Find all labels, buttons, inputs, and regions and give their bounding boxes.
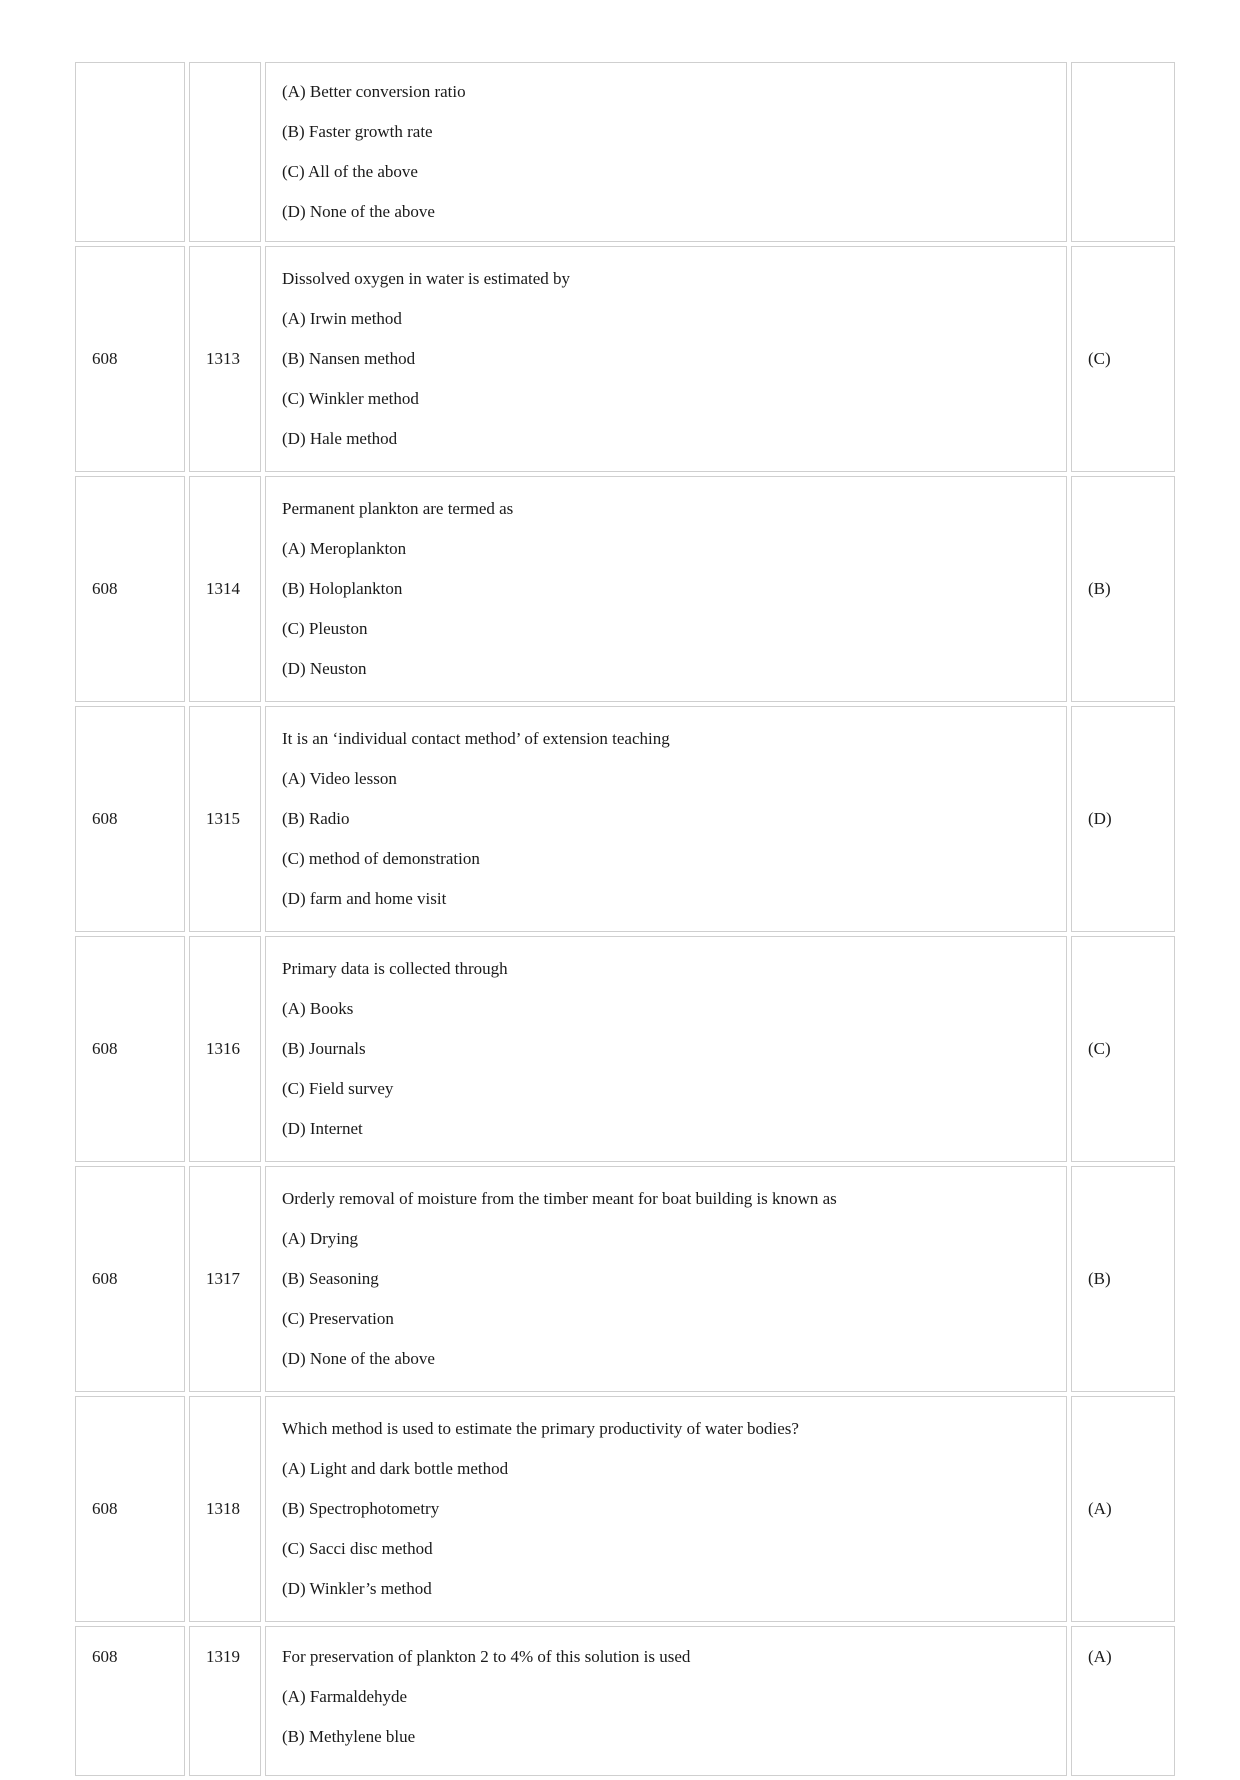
option-b: (B) Radio bbox=[282, 809, 350, 828]
question-cell bbox=[265, 1396, 1067, 1622]
code-cell: 608 bbox=[75, 476, 185, 702]
option-d: (D) Neuston bbox=[282, 659, 367, 678]
answer-cell: (D) bbox=[1071, 706, 1175, 932]
option-b: (B) Seasoning bbox=[282, 1269, 379, 1288]
number-cell: 1316 bbox=[189, 936, 261, 1162]
option-b: (B) Holoplankton bbox=[282, 579, 403, 598]
code-cell: 608 bbox=[75, 246, 185, 472]
option-a: (A) Video lesson bbox=[282, 769, 397, 788]
answer-cell: (C) bbox=[1071, 936, 1175, 1162]
number-cell: 1319 bbox=[189, 1626, 261, 1776]
table-row-last bbox=[75, 1626, 1175, 1776]
table-row bbox=[75, 246, 1175, 472]
option-c: (C) Sacci disc method bbox=[282, 1539, 433, 1558]
number-cell: 1314 bbox=[189, 476, 261, 702]
option-a: (A) Better conversion ratio bbox=[282, 82, 466, 101]
question-text: Which method is used to estimate the primary productivity of water bodies? bbox=[282, 1419, 799, 1438]
option-d: (D) None of the above bbox=[282, 202, 435, 221]
option-c: (C) Field survey bbox=[282, 1079, 394, 1098]
question-text: It is an ‘individual contact method’ of extension teaching bbox=[282, 729, 670, 748]
option-a: (A) Meroplankton bbox=[282, 539, 407, 558]
option-a: (A) Drying bbox=[282, 1229, 359, 1248]
table-row bbox=[75, 1396, 1175, 1622]
question-cell bbox=[265, 936, 1067, 1162]
number-cell: 1313 bbox=[189, 246, 261, 472]
option-d: (D) Winkler’s method bbox=[282, 1579, 432, 1598]
number-cell: 1317 bbox=[189, 1166, 261, 1392]
option-d: (D) Hale method bbox=[282, 429, 398, 448]
answer-cell: (B) bbox=[1071, 476, 1175, 702]
question-table bbox=[71, 58, 1179, 1780]
document-page bbox=[73, 58, 1169, 1780]
number-cell: 1318 bbox=[189, 1396, 261, 1622]
option-c: (C) Pleuston bbox=[282, 619, 368, 638]
question-cell bbox=[265, 246, 1067, 472]
code-cell bbox=[75, 62, 185, 242]
option-c: (C) All of the above bbox=[282, 162, 418, 181]
option-b: (B) Spectrophotometry bbox=[282, 1499, 440, 1518]
option-d: (D) farm and home visit bbox=[282, 889, 447, 908]
question-cell bbox=[265, 1166, 1067, 1392]
option-b: (B) Methylene blue bbox=[282, 1727, 416, 1746]
question-text: Dissolved oxygen in water is estimated by bbox=[282, 269, 571, 288]
answer-cell bbox=[1071, 62, 1175, 242]
option-c: (C) method of demonstration bbox=[282, 849, 480, 868]
table-row bbox=[75, 936, 1175, 1162]
code-cell: 608 bbox=[75, 1626, 185, 1776]
option-c: (C) Winkler method bbox=[282, 389, 419, 408]
option-a: (A) Irwin method bbox=[282, 309, 402, 328]
code-cell: 608 bbox=[75, 936, 185, 1162]
table-row bbox=[75, 476, 1175, 702]
option-d: (D) None of the above bbox=[282, 1349, 435, 1368]
code-cell: 608 bbox=[75, 1396, 185, 1622]
question-text: For preservation of plankton 2 to 4% of this solution is used bbox=[282, 1647, 691, 1666]
code-cell: 608 bbox=[75, 1166, 185, 1392]
question-text: Primary data is collected through bbox=[282, 959, 508, 978]
answer-cell: (A) bbox=[1071, 1396, 1175, 1622]
number-cell: 1315 bbox=[189, 706, 261, 932]
answer-cell: (C) bbox=[1071, 246, 1175, 472]
question-text: Permanent plankton are termed as bbox=[282, 499, 514, 518]
option-c: (C) Preservation bbox=[282, 1309, 394, 1328]
table-row-continued bbox=[75, 62, 1175, 242]
option-b: (B) Journals bbox=[282, 1039, 366, 1058]
question-cell bbox=[265, 1626, 1067, 1776]
code-cell: 608 bbox=[75, 706, 185, 932]
table-row bbox=[75, 706, 1175, 932]
question-text: Orderly removal of moisture from the timber meant for boat building is known as bbox=[282, 1189, 837, 1208]
answer-cell: (B) bbox=[1071, 1166, 1175, 1392]
number-cell bbox=[189, 62, 261, 242]
option-a: (A) Books bbox=[282, 999, 354, 1018]
table-row bbox=[75, 1166, 1175, 1392]
answer-cell: (A) bbox=[1071, 1626, 1175, 1776]
question-cell bbox=[265, 706, 1067, 932]
option-d: (D) Internet bbox=[282, 1119, 363, 1138]
option-a: (A) Farmaldehyde bbox=[282, 1687, 408, 1706]
option-a: (A) Light and dark bottle method bbox=[282, 1459, 509, 1478]
question-cell bbox=[265, 476, 1067, 702]
option-b: (B) Nansen method bbox=[282, 349, 416, 368]
question-cell bbox=[265, 62, 1067, 242]
option-b: (B) Faster growth rate bbox=[282, 122, 433, 141]
